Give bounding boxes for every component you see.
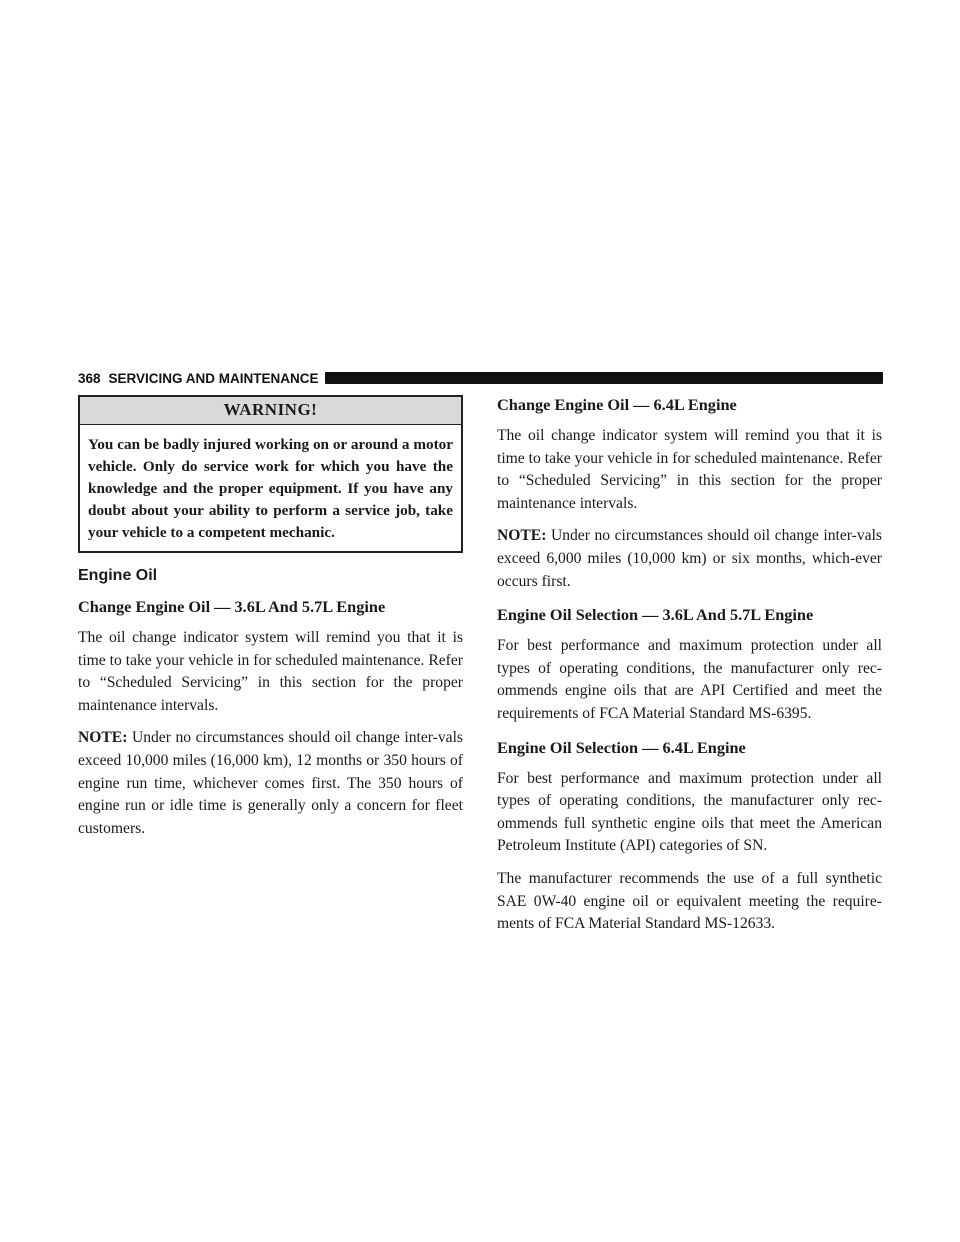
paragraph-oil-selection-3-6-5-7: For best performance and maximum protection under all types of operating conditions, the manufacturer only rec-ommends engine oils that are API Certified and meet the requirements of FCA Material Standard MS-6395. [497,637,882,722]
note-paragraph [78,727,463,840]
left-column [78,395,463,840]
warning-text: You can be badly injured working on or around a motor vehicle. Only do service work for which you have the knowledge and the proper equipment. If you have any doubt about your ability to perform a service job, take your vehicle to a competent mechanic. [88,436,453,541]
header-rule [325,372,883,384]
section-heading-engine-oil: Engine Oil [78,567,158,584]
subheading-change-oil-3-6-5-7: Change Engine Oil — 3.6L And 5.7L Engine [78,597,386,616]
paragraph-oil-change-indicator: The oil change indicator system will remind you that it is time to take your vehicle in for scheduled maintenance. Refer to “Scheduled Servicing” in this section for the proper maintenance intervals. [78,629,463,714]
subheading-oil-selection-6-4: Engine Oil Selection — 6.4L Engine [497,737,746,757]
warning-title: WARNING! [80,397,461,425]
subheading-change-oil-6-4: Change Engine Oil — 6.4L Engine [497,395,737,414]
note-text: Under no circumstances should oil change inter-vals exceed 6,000 miles (10,000 km) or six months, which-ever occurs first. [497,527,882,590]
page-header [78,369,883,387]
paragraph-oil-selection-6-4: For best performance and maximum protection under all types of operating conditions, the manufacturer only rec-ommends full synthetic engine oils that meet the American Petroleum Institute (API) categories of SN. [497,769,882,855]
right-column [497,395,882,936]
warning-box [78,395,463,553]
page-number: 368 [78,370,101,386]
section-title: SERVICING AND MAINTENANCE [108,370,319,386]
paragraph-oil-change-indicator-6-4: The oil change indicator system will remind you that it is time to take your vehicle in for scheduled maintenance. Refer to “Scheduled Servicing” in this section for the proper maintenance intervals. [497,427,882,512]
note-paragraph-6-4 [497,525,882,593]
paragraph-manufacturer-recommendation: The manufacturer recommends the use of a full synthetic SAE 0W-40 engine oil or equivalent meeting the require-ments of FCA Material Standard MS-12633. [497,869,882,933]
note-label: NOTE: [497,527,547,545]
note-label: NOTE: [78,729,128,747]
note-text: Under no circumstances should oil change inter-vals exceed 10,000 miles (16,000 km), 12 months or 350 hours of engine run time, whichever comes first. The 350 hours of engine run or idle time is generally only a concern for fleet customers. [78,729,463,837]
subheading-oil-selection-3-6-5-7: Engine Oil Selection — 3.6L And 5.7L Engine [497,605,814,625]
